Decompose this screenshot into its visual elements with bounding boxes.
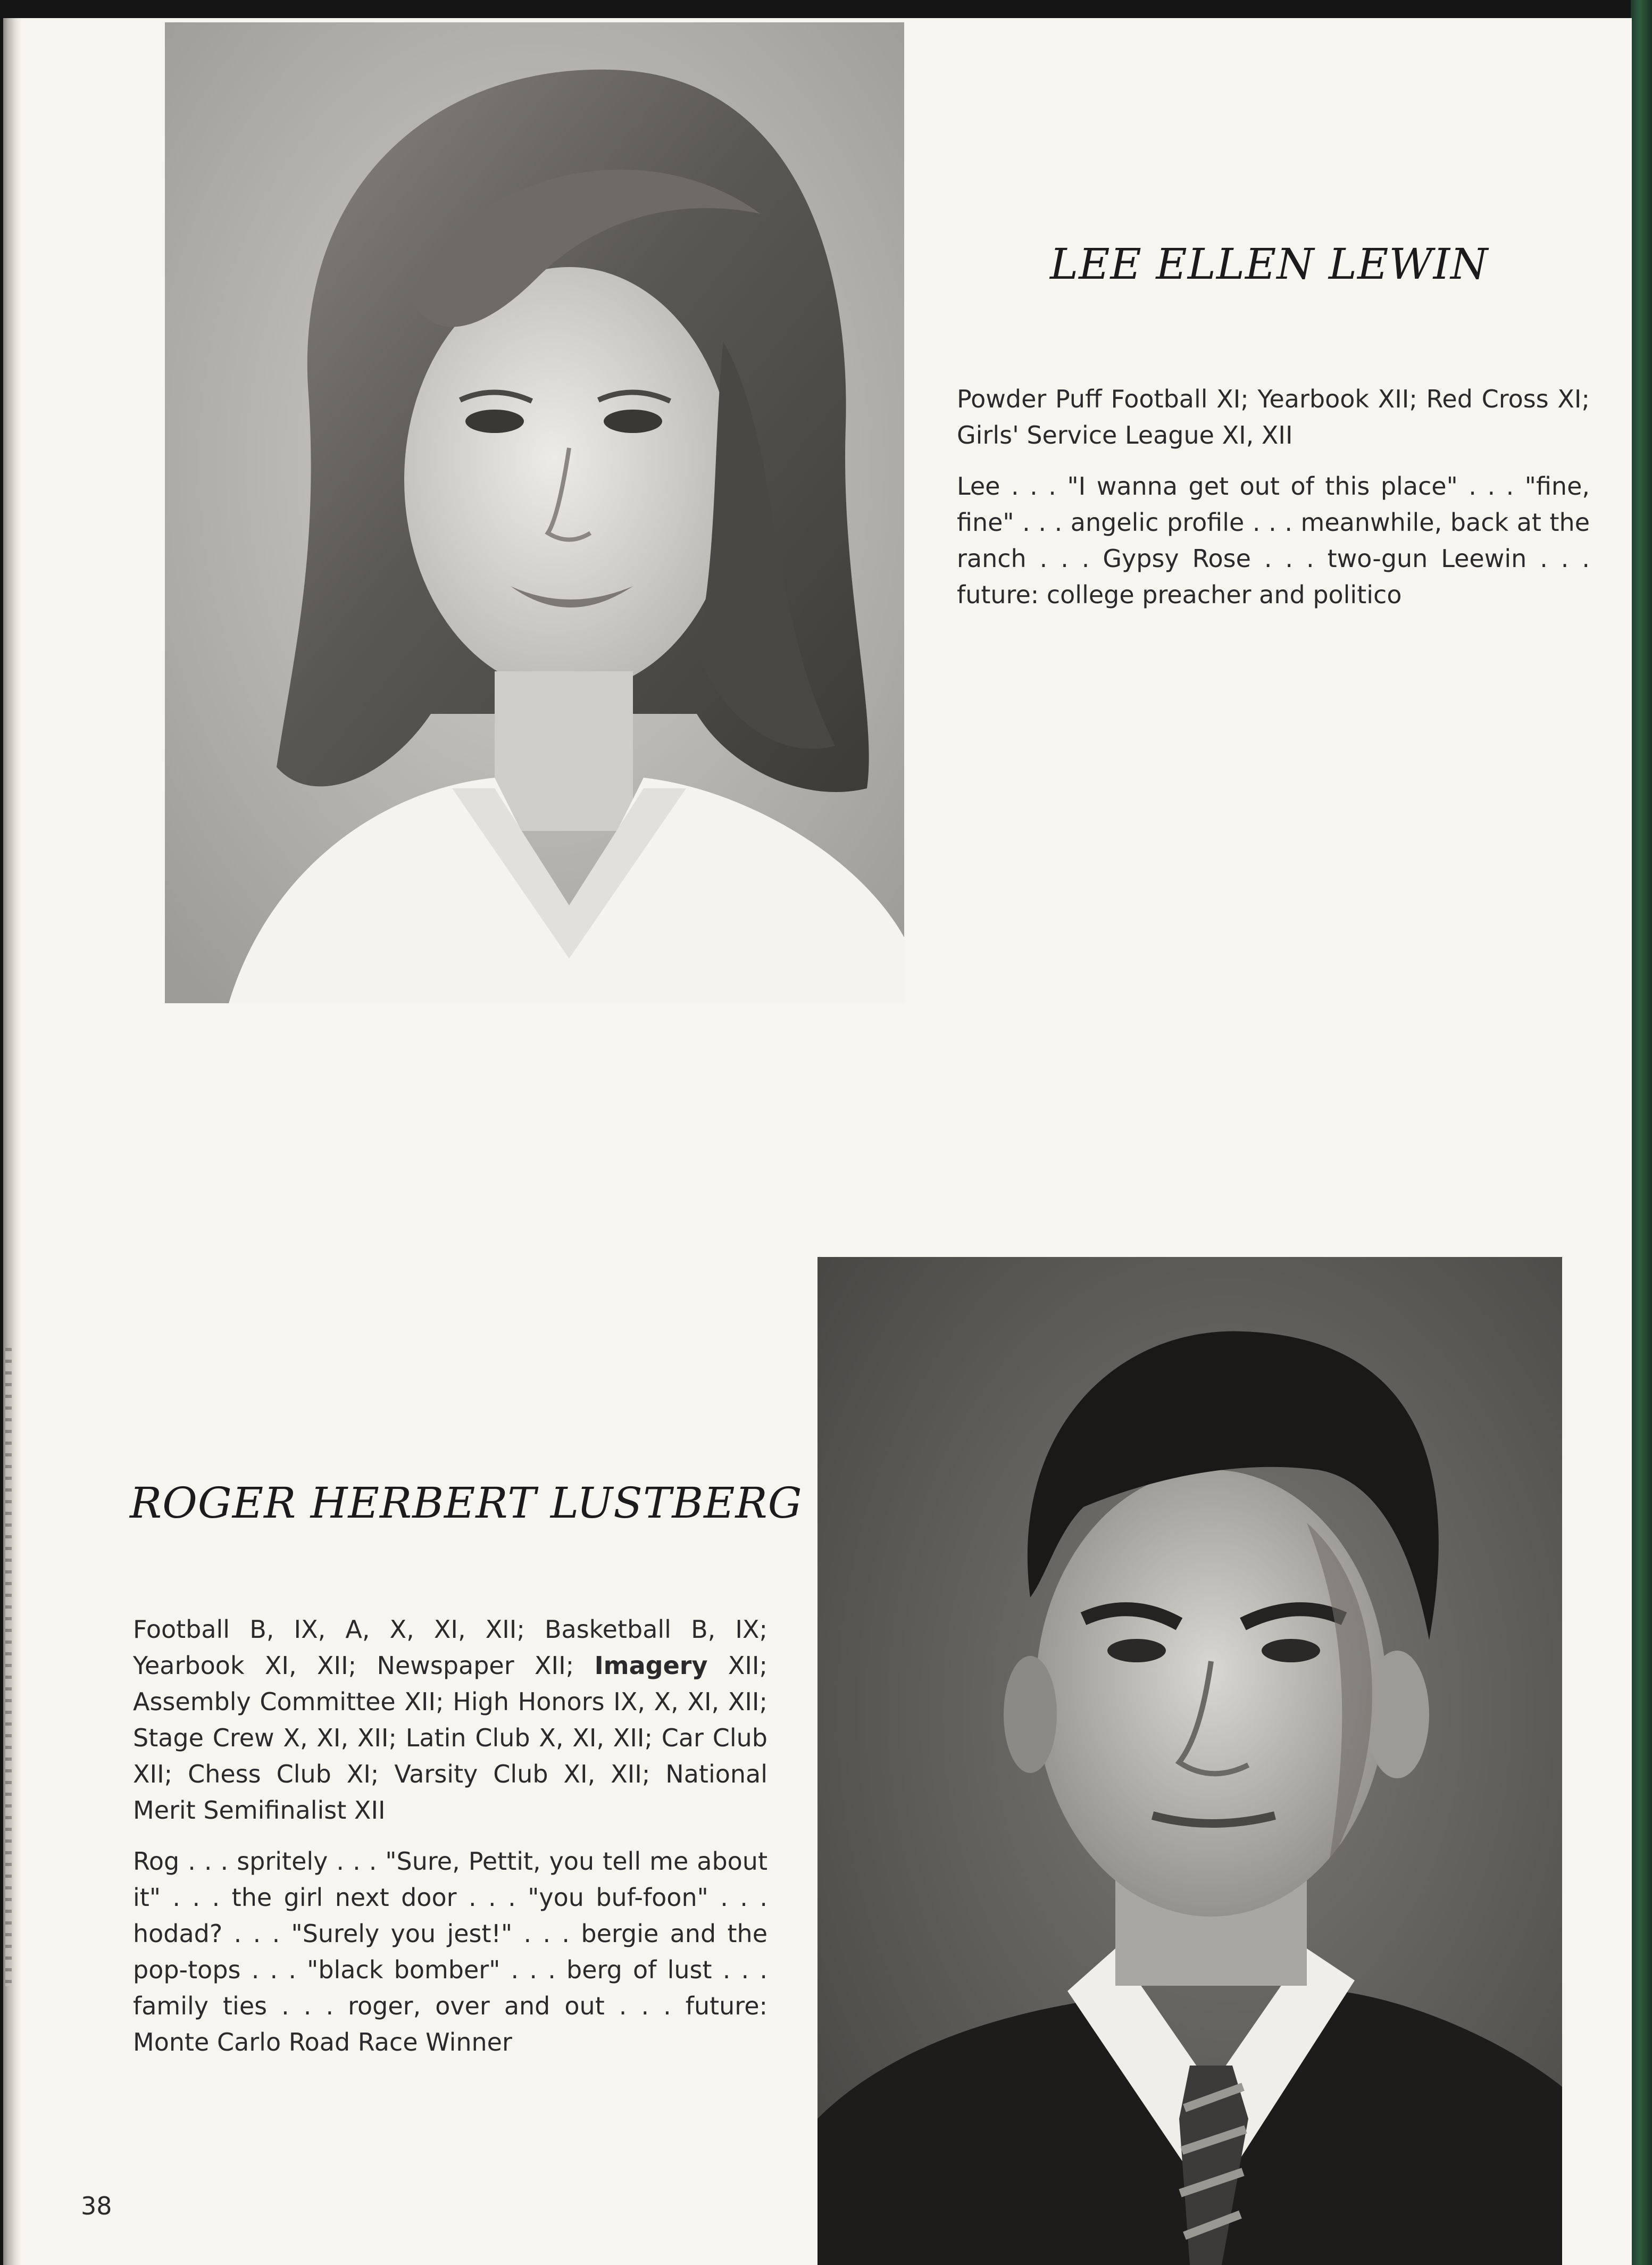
page-number: 38 <box>81 2192 112 2220</box>
quote-roger: Rog . . . spritely . . . "Sure, Pettit, you tell me about it" . . . the girl next door . . . "you buf-foon" . . . hodad? . . . "Surely you jest!" . . . bergie and the pop-tops . . . "black bomber" . . . berg of lust . . . family ties . . . roger, over and out . . . future: Monte Carlo Road Race Winner <box>133 1847 767 2056</box>
student-name-roger: ROGER HERBERT LUSTBERG <box>130 1478 803 1528</box>
activities-roger-part2: XII; Assembly Committee XII; High Honors IX, X, XI, XII; Stage Crew X, XI, XII; Latin Club X, XI, XII; Car Club XII; Chess Club XI; Varsity Club XI, XII; National Merit Semifinalist XII <box>133 1651 767 1825</box>
activities-roger-part1: Football B, IX, A, X, XI, XII; Basketball B, IX; Yearbook XI, XII; Newspaper XII; <box>133 1615 767 1680</box>
portrait-photo-lee <box>165 22 904 1003</box>
activities-roger <box>133 1611 767 1828</box>
yearbook-page <box>3 18 1632 2265</box>
quote-lee: Lee . . . "I wanna get out of this place" . . . "fine, fine" . . . angelic profile . . . meanwhile, back at the ranch . . . Gypsy Rose . . . two-gun Leewin . . . future: college preacher and politico <box>957 472 1590 609</box>
entry-text-roger <box>133 1611 767 2075</box>
activities-lee: Powder Puff Football XI; Yearbook XII; Red Cross XI; Girls' Service League XI, XII <box>957 385 1590 449</box>
portrait-photo-roger <box>817 1257 1562 2265</box>
page-edge-strips <box>5 1348 12 1986</box>
entry-text-lee <box>957 381 1590 628</box>
student-name-lee: LEE ELLEN LEWIN <box>1050 239 1489 289</box>
activities-roger-bold: Imagery <box>594 1651 708 1680</box>
book-cover-edge <box>1631 0 1652 2265</box>
